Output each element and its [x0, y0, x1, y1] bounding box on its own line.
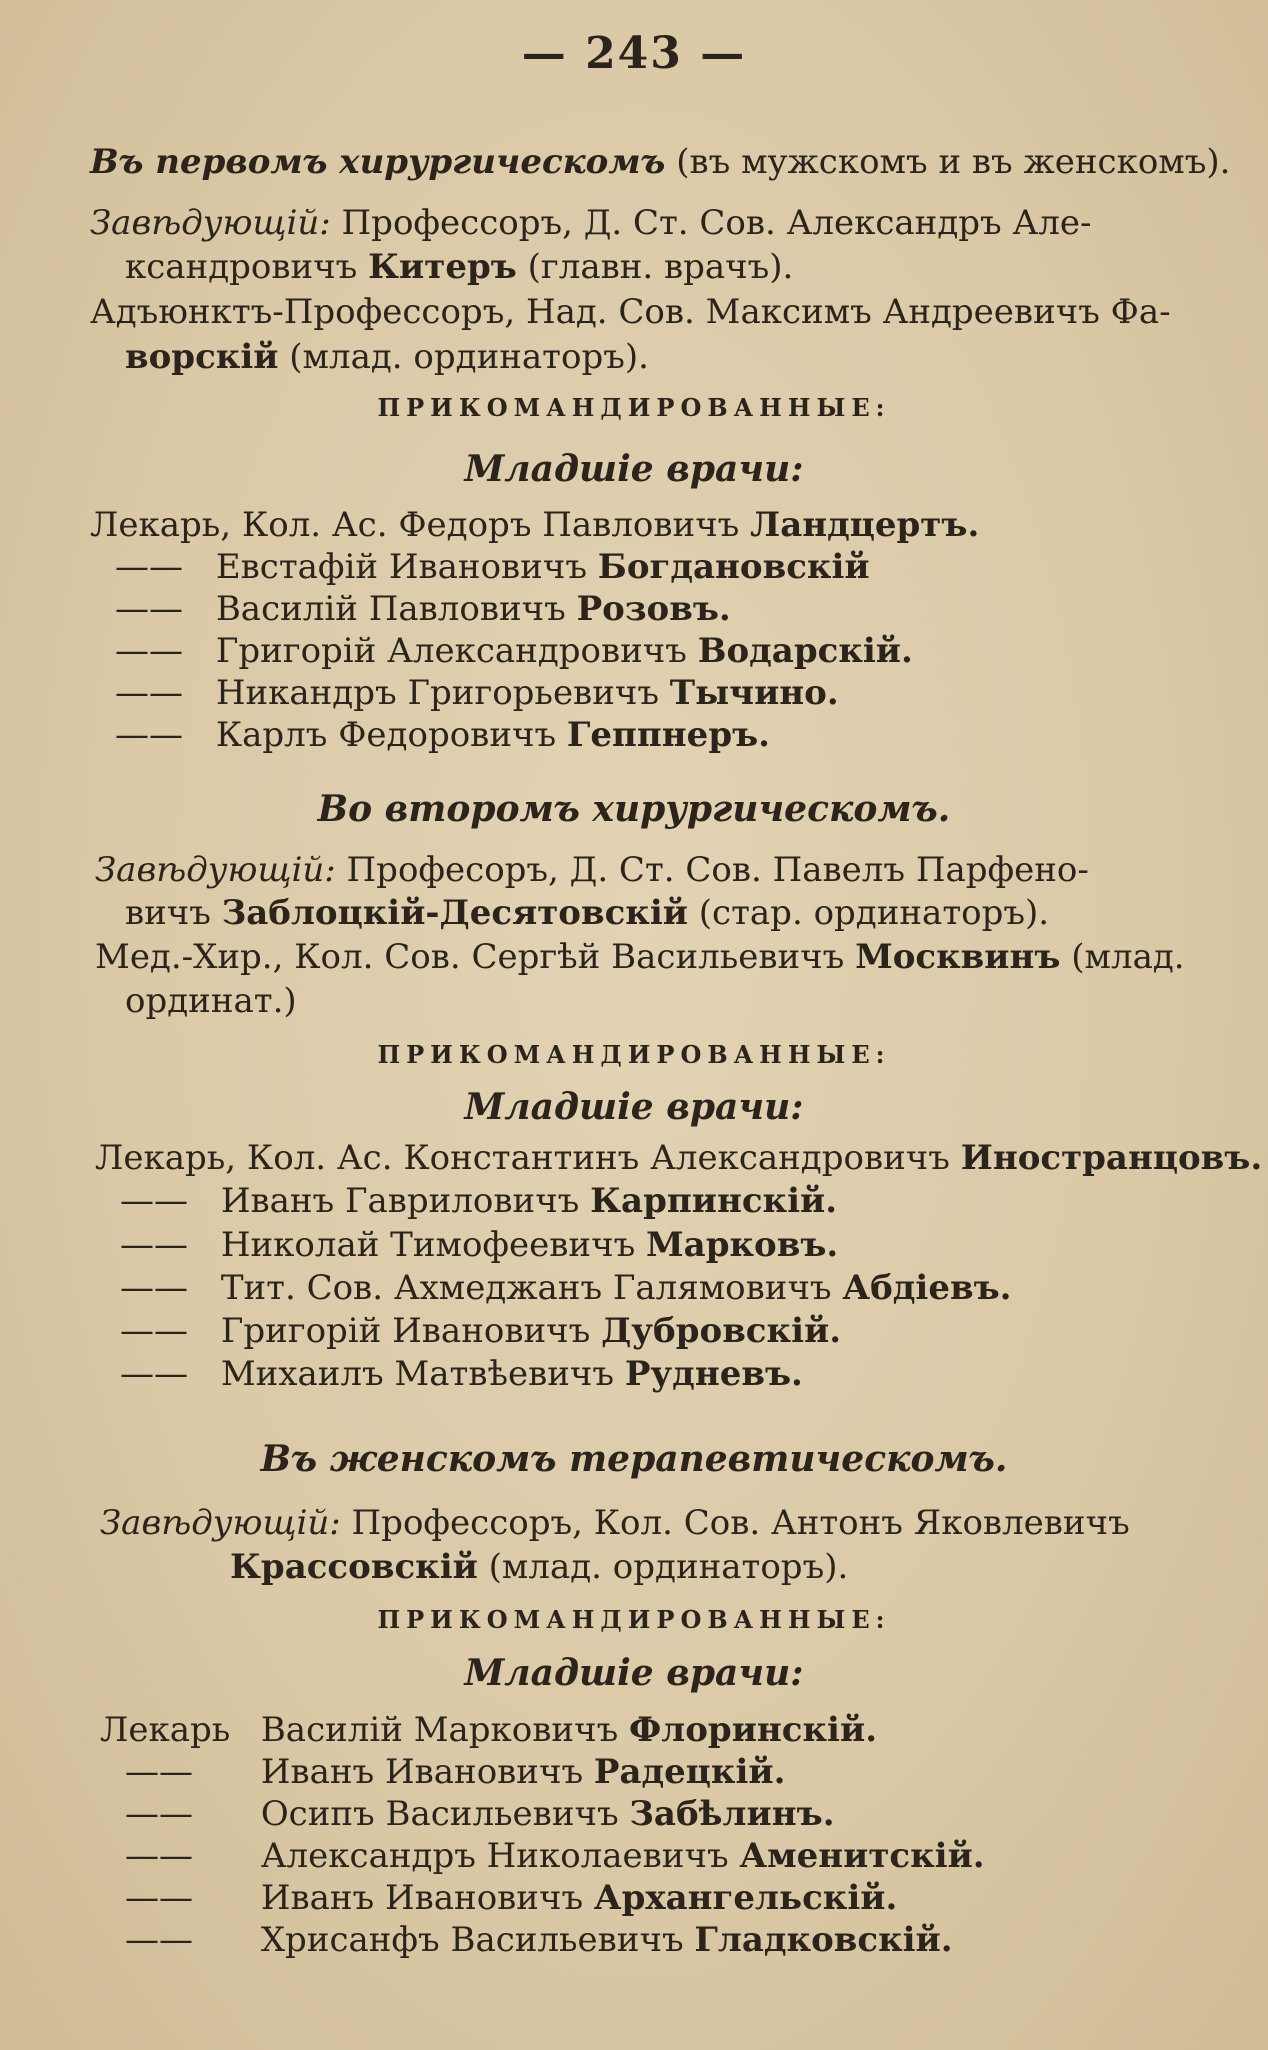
list-item: —— Василій Павловичъ Розовъ. — [115, 589, 731, 629]
list-item: —— Евстафій Ивановичъ Богдановскій — [115, 547, 870, 587]
list-item: —— Николай Тимофеевичъ Марковъ. — [120, 1225, 839, 1265]
list-item: —— Александръ Николаевичъ Аменитскій. — [125, 1836, 985, 1876]
section-3-head-line1: Завѣдующій: Профессоръ, Кол. Сов. Антонъ Яковлевичъ — [100, 1503, 1130, 1543]
section-2-head-line2: вичъ Заблоцкій-Десятовскій (стар. ординаторъ). — [125, 893, 1050, 933]
head-surname: Китеръ — [368, 247, 517, 287]
medhir-surname: Москвинъ — [855, 937, 1061, 977]
list-item: Лекарь Василій Марковичъ Флоринскій. — [100, 1710, 878, 1750]
section-1-head-line1: Завѣдующій: Профессоръ, Д. Ст. Сов. Александръ Але- — [90, 203, 1092, 243]
section-1-junior-label: Младшіе врачи: — [464, 448, 804, 490]
list-item: —— Карлъ Федоровичъ Геппнеръ. — [115, 715, 771, 755]
list-item: —— Иванъ Ивановичъ Радецкій. — [125, 1752, 786, 1792]
head-surname: Заблоцкій-Десятовскій — [221, 893, 688, 933]
section-1-head-line2: ксандровичъ Китеръ (главн. врачъ). — [125, 247, 794, 287]
section-2-junior-label: Младшіе врачи: — [464, 1086, 804, 1128]
list-item: Лекарь, Кол. Ас. Федоръ Павловичъ Ландцертъ. — [90, 505, 980, 545]
list-item: —— Григорій Ивановичъ Дубровскій. — [120, 1311, 842, 1351]
section-1-seconded-label: ПРИКОМАНДИРОВАННЫЕ: — [377, 393, 891, 422]
section-3-junior-label: Младшіе врачи: — [464, 1652, 804, 1694]
section-1-heading: Въ первомъ хирургическомъ (въ мужскомъ и въ женскомъ). — [90, 142, 1231, 182]
section-1-adjunct-line2: ворскій (млад. ординаторъ). — [125, 337, 649, 377]
list-item: —— Тит. Сов. Ахмеджанъ Галямовичъ Абдіевъ. — [120, 1268, 1012, 1308]
list-item: —— Хрисанфъ Васильевичъ Гладковскій. — [125, 1920, 953, 1960]
adjunct-surname: ворскій — [125, 337, 279, 377]
section-2-head-line1: Завѣдующій: Професоръ, Д. Ст. Сов. Павелъ Парфено- — [95, 850, 1089, 890]
section-3-seconded-label: ПРИКОМАНДИРОВАННЫЕ: — [377, 1605, 891, 1634]
section-3-head-line2: Крассовскій (млад. ординаторъ). — [230, 1547, 849, 1587]
list-item: —— Осипъ Васильевичъ Забѣлинъ. — [125, 1794, 835, 1834]
list-item: —— Григорій Александровичъ Водарскій. — [115, 631, 913, 671]
section-3-heading: Въ женскомъ терапевтическомъ. — [260, 1438, 1008, 1480]
section-2-heading: Во второмъ хирургическомъ. — [317, 788, 951, 830]
list-item: Лекарь, Кол. Ас. Константинъ Александровичъ Иностранцовъ. — [95, 1138, 1263, 1178]
section-2-medhir-line2: ординат.) — [125, 981, 297, 1021]
page-number: — 243 — — [521, 28, 747, 79]
list-item: —— Иванъ Гавриловичъ Карпинскій. — [120, 1181, 838, 1221]
section-2-medhir-line1: Мед.-Хир., Кол. Сов. Сергѣй Васильевичъ Москвинъ (млад. — [95, 937, 1185, 977]
list-item: —— Никандръ Григорьевичъ Тычино. — [115, 673, 839, 713]
section-2-seconded-label: ПРИКОМАНДИРОВАННЫЕ: — [377, 1040, 891, 1069]
head-surname: Крассовскій — [230, 1547, 478, 1587]
section-1-adjunct-line1: Адъюнктъ-Профессоръ, Над. Сов. Максимъ Андреевичъ Фа- — [90, 292, 1171, 332]
list-item: —— Михаилъ Матвѣевичъ Рудневъ. — [120, 1354, 803, 1394]
list-item: —— Иванъ Ивановичъ Архангельскій. — [125, 1878, 898, 1918]
